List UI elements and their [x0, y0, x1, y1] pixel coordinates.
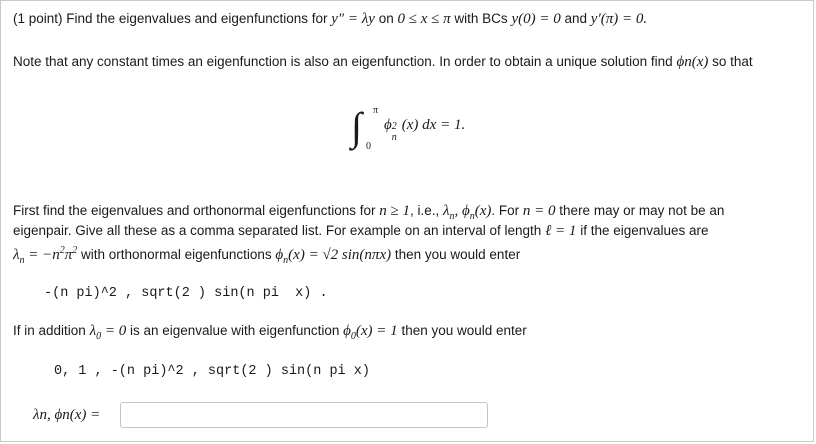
instruction-text-2: eigenpair. Give all these as a comma separated list. For example on an interval of length: [13, 223, 542, 238]
instruction-text-4b: is an eigenvalue with eigenfunction: [129, 323, 340, 338]
integrand-tail: (x) dx = 1.: [401, 117, 466, 133]
problem-statement: [13, 9, 647, 29]
integrand-phi: ϕ: [384, 117, 392, 133]
answer-label: λn, ϕn(x) =: [33, 407, 101, 423]
instruction-text-4a: If in addition: [13, 323, 86, 338]
ode-equation: y″ = λy: [331, 11, 375, 27]
on-text: on: [378, 11, 394, 26]
note-tail: so that: [712, 54, 753, 69]
instruction-text-1: First find the eigenvalues and orthonormal eigenfunctions for: [13, 203, 376, 218]
note-text: Note that any constant times an eigenfunction is also an eigenfunction. In order to obtain a unique solution find: [13, 54, 673, 69]
instruction-text-3a: with orthonormal eigenfunctions: [81, 247, 272, 262]
integral-sign: ∫: [351, 104, 362, 149]
boundary-condition-1: y(0) = 0: [511, 11, 561, 27]
note-function: ϕn(x): [676, 54, 709, 70]
instruction-text-3b: then you would enter: [394, 247, 521, 262]
instruction-text-4c: then you would enter: [401, 323, 527, 338]
instruction-line-4: If in addition $\lambda_0 = 0$ is an eigenvalue with eigenfunction $\phi_0(x) = 1$ then you would enter: [13, 323, 527, 342]
normalization-integral: [351, 104, 511, 157]
domain-interval: 0 ≤ x ≤ π: [397, 11, 451, 27]
integral-lower-limit: 0: [366, 141, 371, 152]
instruction-line-3: $\lambda_n = -n^2\pi^2$ with orthonormal eigenfunctions $\phi_n(x) = √2$ sin(nπx) then you would enter: [13, 245, 521, 266]
and-text: and: [564, 11, 588, 26]
example-entry-1: -(n pi)^2 , sqrt(2 ) sin(n pi x) .: [44, 286, 328, 301]
instruction-line-2: eigenpair. Give all these as a comma separated list. For example on an interval of length ℓ = 1 if the eigenvalues are: [13, 223, 709, 239]
integrand: ϕ 2 n (x) dx = 1.: [384, 117, 466, 143]
instruction-line-1: First find the eigenvalues and orthonormal eigenfunctions for n ≥ 1, i.e., $\lambda_n$, $\phi_n(x)$. For n = 0 there may or may not be an: [13, 203, 725, 222]
intro-text: Find the eigenvalues and eigenfunctions for: [66, 11, 328, 26]
integral-upper-limit: π: [373, 105, 379, 116]
normalization-note: [13, 52, 753, 72]
with-bcs-text: with BCs: [454, 11, 508, 26]
answer-input[interactable]: [120, 402, 488, 428]
example-entry-2: 0, 1 , -(n pi)^2 , sqrt(2 ) sin(n pi x): [54, 364, 370, 379]
point-label: (1 point): [13, 11, 63, 26]
boundary-condition-2: y′(π) = 0.: [590, 11, 648, 27]
